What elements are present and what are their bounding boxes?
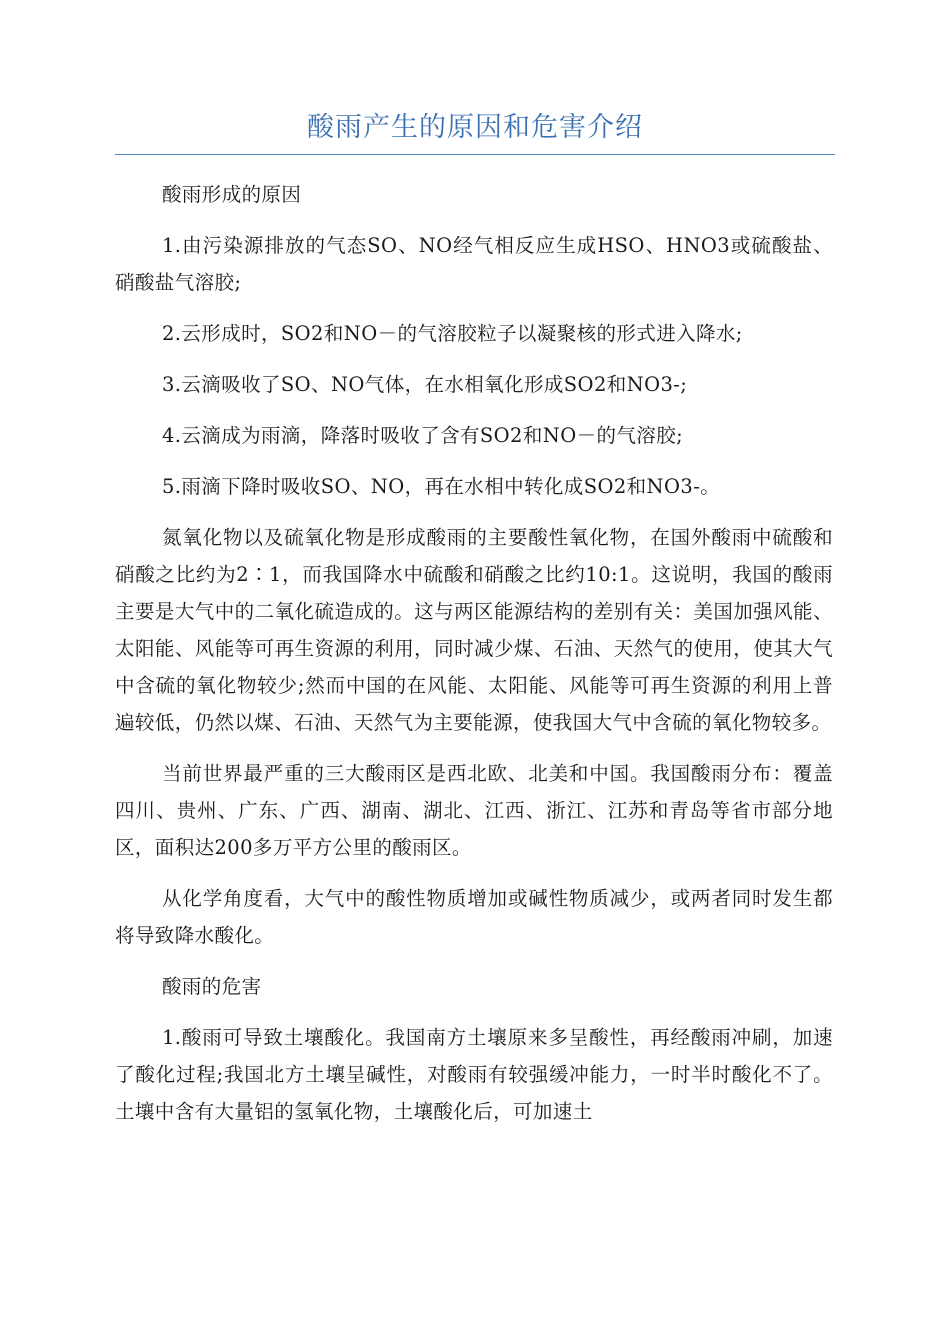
cause-step-5: 5.雨滴下降时吸收SO、NO，再在水相中转化成SO2和NO3-。 <box>162 475 721 498</box>
cause-step-2: 2.云形成时，SO2和NO－的气溶胶粒子以凝聚核的形式进入降水; <box>162 322 743 345</box>
title-underline <box>115 154 835 155</box>
cause-step-3: 3.云滴吸收了SO、NO气体，在水相氧化形成SO2和NO3-; <box>162 373 688 396</box>
cause-step-1: 1.由污染源排放的气态SO、NO经气相反应生成HSO、HNO3或硫酸盐、硝酸盐气溶胶; <box>115 234 833 294</box>
document-body <box>115 176 833 1144</box>
cause-step-4: 4.云滴成为雨滴，降落时吸收了含有SO2和NO－的气溶胶; <box>162 424 684 447</box>
section-heading-causes: 酸雨形成的原因 <box>162 183 302 206</box>
section-heading-hazards: 酸雨的危害 <box>162 975 262 998</box>
paragraph-oxides: 氮氧化物以及硫氧化物是形成酸雨的主要酸性氧化物，在国外酸雨中硫酸和硝酸之比约为2∶1，而我国降水中硫酸和硝酸之比约10:1。这说明，我国的酸雨主要是大气中的二氧化硫造成的。这与两区能源结构的差别有关：美国加强风能、太阳能、风能等可再生资源的利用，同时减少煤、石油、天然气的使用，使其大气中含硫的氧化物较少;然而中国的在风能、太阳能、风能等可再生资源的利用上普遍较低，仍然以煤、石油、天然气为主要能源，使我国大气中含硫的氧化物较多。 <box>115 526 833 734</box>
hazard-item-1: 1.酸雨可导致土壤酸化。我国南方土壤原来多呈酸性，再经酸雨冲刷，加速了酸化过程;我国北方土壤呈碱性，对酸雨有较强缓冲能力，一时半时酸化不了。土壤中含有大量铝的氢氧化物，土壤酸化后，可加速土 <box>115 1026 833 1123</box>
paragraph-regions: 当前世界最严重的三大酸雨区是西北欧、北美和中国。我国酸雨分布：覆盖四川、贵州、广东、广西、湖南、湖北、江西、浙江、江苏和青岛等省市部分地区，面积达200多万平方公里的酸雨区。 <box>115 762 833 859</box>
paragraph-chemistry: 从化学角度看，大气中的酸性物质增加或碱性物质减少，或两者同时发生都将导致降水酸化。 <box>115 887 833 947</box>
document-title: 酸雨产生的原因和危害介绍 <box>307 112 643 143</box>
